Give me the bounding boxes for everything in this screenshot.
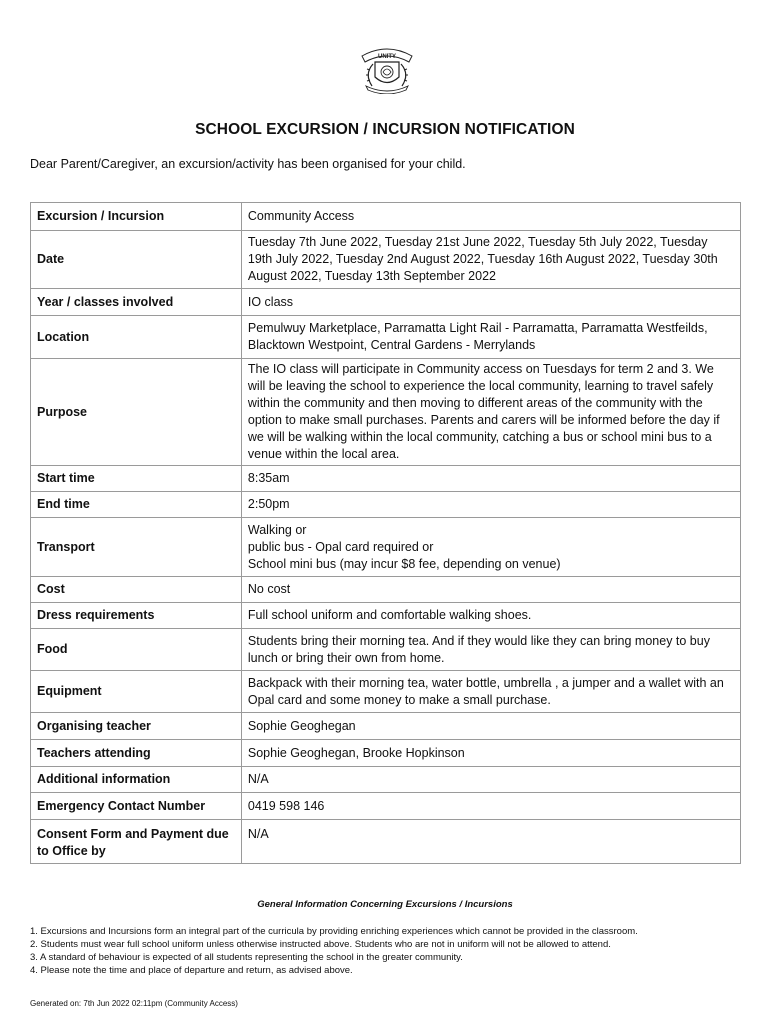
row-value: Community Access: [241, 203, 740, 231]
table-row: [31, 466, 741, 492]
table-row: [31, 767, 741, 793]
row-value: 8:35am: [241, 466, 740, 492]
row-value: Tuesday 7th June 2022, Tuesday 21st June 2022, Tuesday 5th July 2022, Tuesday 19th July 2022, Tuesday 2nd August 2022, Tuesday 16th August 2022, Tuesday 30th August 2022, Tuesday 13th September 2022: [241, 231, 740, 289]
row-value: 0419 598 146: [241, 793, 740, 820]
row-label: Date: [31, 231, 242, 289]
table-row: [31, 359, 741, 466]
table-row: [31, 671, 741, 713]
school-crest-logo: [358, 44, 416, 94]
table-row: [31, 231, 741, 289]
list-item: 3. A standard of behaviour is expected of all students representing the school in the greater community.: [30, 952, 463, 963]
table-row: [31, 289, 741, 316]
table-row: [31, 518, 741, 577]
table-row: [31, 316, 741, 359]
general-info-list: [30, 925, 760, 977]
document-title: SCHOOL EXCURSION / INCURSION NOTIFICATION: [195, 121, 575, 138]
row-value: No cost: [241, 577, 740, 603]
table-row: [31, 740, 741, 767]
row-label: End time: [31, 492, 242, 518]
row-value: Pemulwuy Marketplace, Parramatta Light Rail - Parramatta, Parramatta Westfeilds, Blacktown Westpoint, Central Gardens - Merrylands: [241, 316, 740, 359]
row-label: Transport: [31, 518, 242, 577]
row-label: Cost: [31, 577, 242, 603]
general-info-title: General Information Concerning Excursions / Incursions: [257, 899, 513, 910]
row-value: The IO class will participate in Community access on Tuesdays for term 2 and 3. We will be leaving the school to experience the local community, learning to travel safely within the community and then moving to different areas of the community with the option to make small purchases. Parents and carers will be informed before the day if we will be walking within the local community, catching a bus or school mini bus to a venue within the local area.: [241, 359, 740, 466]
table-row: [31, 713, 741, 740]
row-label: Teachers attending: [31, 740, 242, 767]
row-label: Location: [31, 316, 242, 359]
row-value: 2:50pm: [241, 492, 740, 518]
table-row: [31, 492, 741, 518]
row-value: N/A: [241, 820, 740, 864]
row-label: Year / classes involved: [31, 289, 242, 316]
row-value: Students bring their morning tea. And if they would like they can bring money to buy lunch or bring their own from home.: [241, 629, 740, 671]
table-row: [31, 820, 741, 864]
row-label: Start time: [31, 466, 242, 492]
row-value: Sophie Geoghegan: [241, 713, 740, 740]
row-label: Dress requirements: [31, 603, 242, 629]
row-label: Consent Form and Payment due to Office by: [31, 820, 242, 864]
table-row: [31, 629, 741, 671]
transport-option: School mini bus (may incur $8 fee, depending on venue): [247, 556, 561, 571]
table-row: [31, 793, 741, 820]
list-item: 4. Please note the time and place of departure and return, as advised above.: [30, 965, 353, 976]
row-label: Excursion / Incursion: [31, 203, 242, 231]
crest-motto-text: UNITY: [378, 54, 396, 60]
transport-options: [241, 518, 740, 577]
table-row: [31, 603, 741, 629]
row-label: Equipment: [31, 671, 242, 713]
intro-text: Dear Parent/Caregiver, an excursion/activity has been organised for your child.: [30, 157, 466, 171]
transport-option: Walking or: [247, 522, 307, 537]
generated-footer: Generated on: 7th Jun 2022 02:11pm (Community Access): [30, 999, 238, 1008]
list-item: 1. Excursions and Incursions form an integral part of the curricula by providing enriching experiences which cannot be provided in the classroom.: [30, 926, 638, 937]
table-row: [31, 203, 741, 231]
transport-option: public bus - Opal card required or: [247, 539, 434, 554]
excursion-details-table: [30, 202, 741, 864]
row-value: Sophie Geoghegan, Brooke Hopkinson: [241, 740, 740, 767]
row-label: Additional information: [31, 767, 242, 793]
row-value: N/A: [241, 767, 740, 793]
table-row: [31, 577, 741, 603]
row-label: Food: [31, 629, 242, 671]
row-value: Full school uniform and comfortable walking shoes.: [241, 603, 740, 629]
list-item: 2. Students must wear full school uniform unless otherwise instructed above. Students who are not in uniform will not be allowed to attend.: [30, 939, 611, 950]
row-value: Backpack with their morning tea, water bottle, umbrella , a jumper and a wallet with an Opal card and some money to make a small purchase.: [241, 671, 740, 713]
row-label: Purpose: [31, 359, 242, 466]
row-label: Organising teacher: [31, 713, 242, 740]
row-label: Emergency Contact Number: [31, 793, 242, 820]
row-value: IO class: [241, 289, 740, 316]
